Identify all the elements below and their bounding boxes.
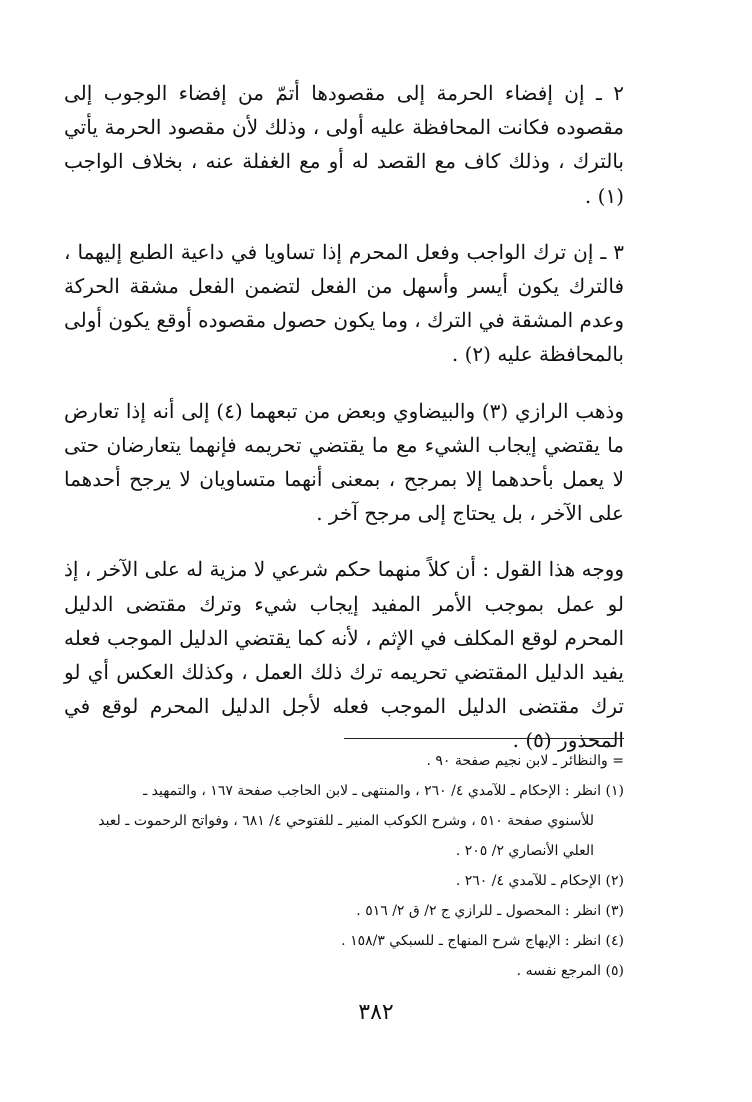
footnote-4: (٤) انظر : الإبهاج شرح المنهاج ـ للسبكي ١٥٨/٣ . [341,933,624,949]
footnote-2: (٢) الإحكام ـ للآمدي ٤/ ٢٦٠ . [455,873,624,889]
paragraph-point-3: ٣ ـ إن ترك الواجب وفعل المحرم إذا تساويا في داعية الطبع إليهما ، فالترك يكون أيسر وأسهل من الفعل لتضمن الفعل مشقة الحركة وعدم المشقة في الترك ، وما يكون حصول مقصوده أوقع يكون أولى بالمحافظة عليه (٢) . [64,239,624,367]
paragraph-razi-opinion: وذهب الرازي (٣) والبيضاوي وبعض من تبعهما (٤) إلى أنه إذا تعارض ما يقتضي إيجاب الشيء مع ما يقتضي تحريمه فإنهما يتعارضان حتى لا يعمل بأحدهما إلا بمرجح ، بمعنى أنهما متساويان لا يرجح أحدهما على الآخر ، بل يحتاج إلى مرجح آخر . [64,398,624,526]
paragraph-argument: ووجه هذا القول : أن كلاً منهما حكم شرعي لا مزية له على الآخر ، إذ لو عمل بموجب الأمر المفيد إيجاب شيء وترك مقتضى الدليل المحرم لوقع المكلف في الإثم ، لأنه كما يقتضي الدليل الموجب فعله يفيد الدليل المقتضي تحريمه ترك ذلك العمل ، وكذلك العكس أي لو ترك مقتضى الدليل الموجب فعله لأجل الدليل المحرم لوقع في المحذور (٥) . [64,557,624,753]
paragraph-point-2: ٢ ـ إن إفضاء الحرمة إلى مقصودها أتمّ من إفضاء الوجوب إلى مقصوده فكانت المحافظة عليه أولى ، وذلك لأن مقصود الحرمة يأتي بالترك ، وذلك كاف مع القصد له أو مع الغفلة عنه ، بخلاف الواجب (١) . [64,81,624,208]
footnote-5: (٥) المرجع نفسه . [516,963,624,979]
footnote-divider [344,738,624,739]
footnote-1: (١) انظر : الإحكام ـ للآمدي ٤/ ٢٦٠ ، والمنتهى ـ لابن الحاجب صفحة ١٦٧ ، والتمهيد ـ [143,783,624,799]
footnote-3: (٣) انظر : المحصول ـ للرازي ج ٢/ ق ٢/ ٥١٦ . [356,903,624,919]
footnote-1-line-3: العلي الأنصاري ٢/ ٢٠٥ . [455,843,594,859]
footnote-continuation: = والنظائر ـ لابن نجيم صفحة ٩٠ . [426,753,624,769]
footnotes [64,746,624,986]
page-number: ٣٨٢ [358,1000,394,1025]
footnote-1-line-2: للأسنوي صفحة ٥١٠ ، وشرح الكوكب المنير ـ للفتوحي ٤/ ٦٨١ ، وفواتح الرحموت ـ لعبد [98,813,594,829]
main-text [64,76,624,758]
